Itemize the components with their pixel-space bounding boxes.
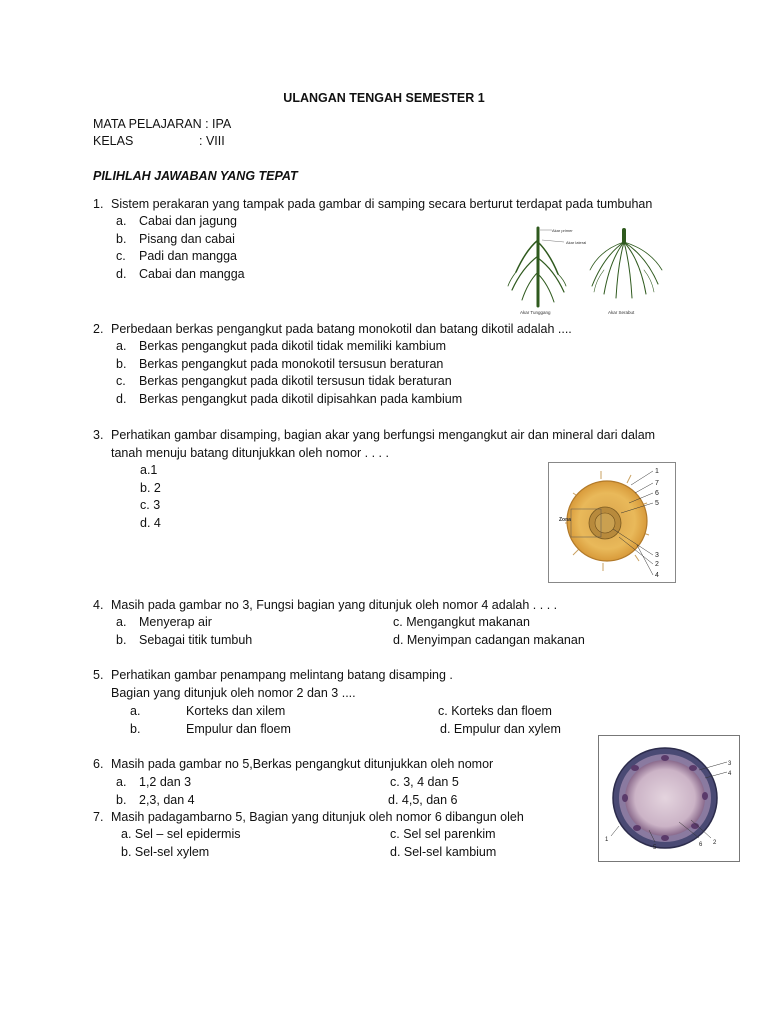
instruction: PILIHLAH JAWABAN YANG TEPAT	[93, 169, 298, 183]
label-1: 1	[655, 468, 659, 475]
q4-option-b-letter: b.	[116, 633, 127, 647]
q2-option-a[interactable]: Berkas pengangkut pada dikotil tidak memiliki kambium	[139, 339, 447, 353]
q7-option-a[interactable]: a. Sel – sel epidermis	[121, 827, 241, 841]
q3-option-a[interactable]: a.1	[140, 463, 158, 477]
q1-option-a[interactable]: Cabai dan jagung	[139, 214, 237, 228]
q5-option-b-letter: b.	[130, 722, 141, 736]
q6-option-a-letter: a.	[116, 775, 127, 789]
q1-option-b-letter: b.	[116, 232, 127, 246]
root-systems-figure	[500, 220, 672, 318]
class-key: KELAS	[93, 134, 134, 148]
q3-text-line1: Perhatikan gambar disamping, bagian akar yang berfungsi mengangkut air dan mineral dari dalam	[111, 428, 656, 442]
q6-option-c[interactable]: c. 3, 4 dan 5	[390, 775, 459, 789]
label-4: 4	[728, 771, 732, 777]
q3-option-d[interactable]: d. 4	[140, 516, 161, 530]
q1-number: 1.	[93, 197, 104, 211]
q4-option-b[interactable]: Sebagai titik tumbuh	[139, 633, 253, 647]
label-6: 6	[699, 842, 703, 848]
stem-cross-section-figure	[598, 735, 740, 862]
q4-option-d[interactable]: d. Menyimpan cadangan makanan	[393, 633, 585, 647]
label-2: 2	[713, 840, 717, 846]
label-5: 5	[655, 500, 659, 507]
subject-label: MATA PELAJARAN : IPA	[93, 117, 232, 131]
q6-text: Masih pada gambar no 5,Berkas pengangkut ditunjukkan oleh nomor	[111, 757, 494, 771]
q1-option-c[interactable]: Padi dan mangga	[139, 249, 237, 263]
q5-option-b[interactable]: Empulur dan floem	[186, 722, 291, 736]
q6-option-a[interactable]: 1,2 dan 3	[139, 775, 192, 789]
q3-text-line2: tanah menuju batang ditunjukkan oleh nomor . . . .	[111, 446, 389, 460]
q5-number: 5.	[93, 668, 104, 682]
q2-option-d[interactable]: Berkas pengangkut pada dikotil dipisahkan pada kambium	[139, 392, 463, 406]
q4-option-c[interactable]: c. Mengangkut makanan	[393, 615, 530, 629]
q2-option-c-letter: c.	[116, 374, 126, 388]
q5-option-c[interactable]: c. Korteks dan floem	[438, 704, 552, 718]
page-title: ULANGAN TENGAH SEMESTER 1	[283, 91, 485, 105]
q3-option-b[interactable]: b. 2	[140, 481, 161, 495]
q5-option-a-letter: a.	[130, 704, 141, 718]
q6-option-b[interactable]: 2,3, dan 4	[139, 793, 195, 807]
q4-number: 4.	[93, 598, 104, 612]
q3-number: 3.	[93, 428, 104, 442]
q6-option-b-letter: b.	[116, 793, 127, 807]
q1-option-d[interactable]: Cabai dan mangga	[139, 267, 245, 281]
q2-text: Perbedaan berkas pengangkut pada batang monokotil dan batang dikotil adalah ....	[111, 322, 572, 336]
q1-text: Sistem perakaran yang tampak pada gambar di samping secara berturut terdapat pada tumbuhan	[111, 197, 653, 211]
q7-number: 7.	[93, 810, 104, 824]
root-cross-section-illustration	[549, 463, 675, 582]
label-2: 2	[655, 561, 659, 568]
q2-option-b-letter: b.	[116, 357, 127, 371]
q4-option-a[interactable]: Menyerap air	[139, 615, 212, 629]
label-akar-primer: Akar primer	[552, 228, 573, 233]
label-1: 1	[605, 837, 609, 843]
label-akar-lateral: Akar lateral	[566, 240, 587, 245]
q1-option-a-letter: a.	[116, 214, 127, 228]
stem-cross-section-illustration	[599, 736, 739, 861]
q4-text: Masih pada gambar no 3, Fungsi bagian yang ditunjuk oleh nomor 4 adalah . . . .	[111, 598, 558, 612]
q4-option-a-letter: a.	[116, 615, 127, 629]
q2-option-a-letter: a.	[116, 339, 127, 353]
q7-option-c[interactable]: c. Sel sel parenkim	[390, 827, 496, 841]
q6-number: 6.	[93, 757, 104, 771]
q5-text-line1: Perhatikan gambar penampang melintang batang disamping .	[111, 668, 453, 682]
q1-option-d-letter: d.	[116, 267, 127, 281]
q5-option-d[interactable]: d. Empulur dan xylem	[440, 722, 561, 736]
caption-akar-tunggang: Akar Tunggang	[520, 310, 551, 315]
label-6: 6	[655, 490, 659, 497]
q1-option-c-letter: c.	[116, 249, 126, 263]
label-3: 3	[728, 761, 732, 767]
label-7: 7	[655, 480, 659, 487]
q2-option-b[interactable]: Berkas pengangkut pada monokotil tersusun beraturan	[139, 357, 444, 371]
label-zona: Zona	[559, 517, 571, 523]
q7-option-d[interactable]: d. Sel-sel kambium	[390, 845, 497, 859]
root-cross-section-figure	[548, 462, 676, 583]
q3-option-c[interactable]: c. 3	[140, 498, 161, 512]
q5-text-line2: Bagian yang ditunjuk oleh nomor 2 dan 3 ....	[111, 686, 356, 700]
q1-option-b[interactable]: Pisang dan cabai	[139, 232, 235, 246]
label-4: 4	[655, 572, 659, 579]
q2-option-d-letter: d.	[116, 392, 127, 406]
root-systems-illustration	[500, 220, 672, 318]
q5-option-a[interactable]: Korteks dan xilem	[186, 704, 286, 718]
q6-option-d[interactable]: d. 4,5, dan 6	[388, 793, 458, 807]
q2-option-c[interactable]: Berkas pengangkut pada dikotil tersusun tidak beraturan	[139, 374, 452, 388]
class-value: : VIII	[199, 134, 225, 148]
caption-akar-serabut: Akar Serabut	[608, 310, 635, 315]
label-5: 5	[653, 845, 657, 851]
q7-option-b[interactable]: b. Sel-sel xylem	[121, 845, 210, 859]
label-3: 3	[655, 552, 659, 559]
q2-number: 2.	[93, 322, 104, 336]
q7-text: Masih padagambarno 5, Bagian yang ditunjuk oleh nomor 6 dibangun oleh	[111, 810, 524, 824]
